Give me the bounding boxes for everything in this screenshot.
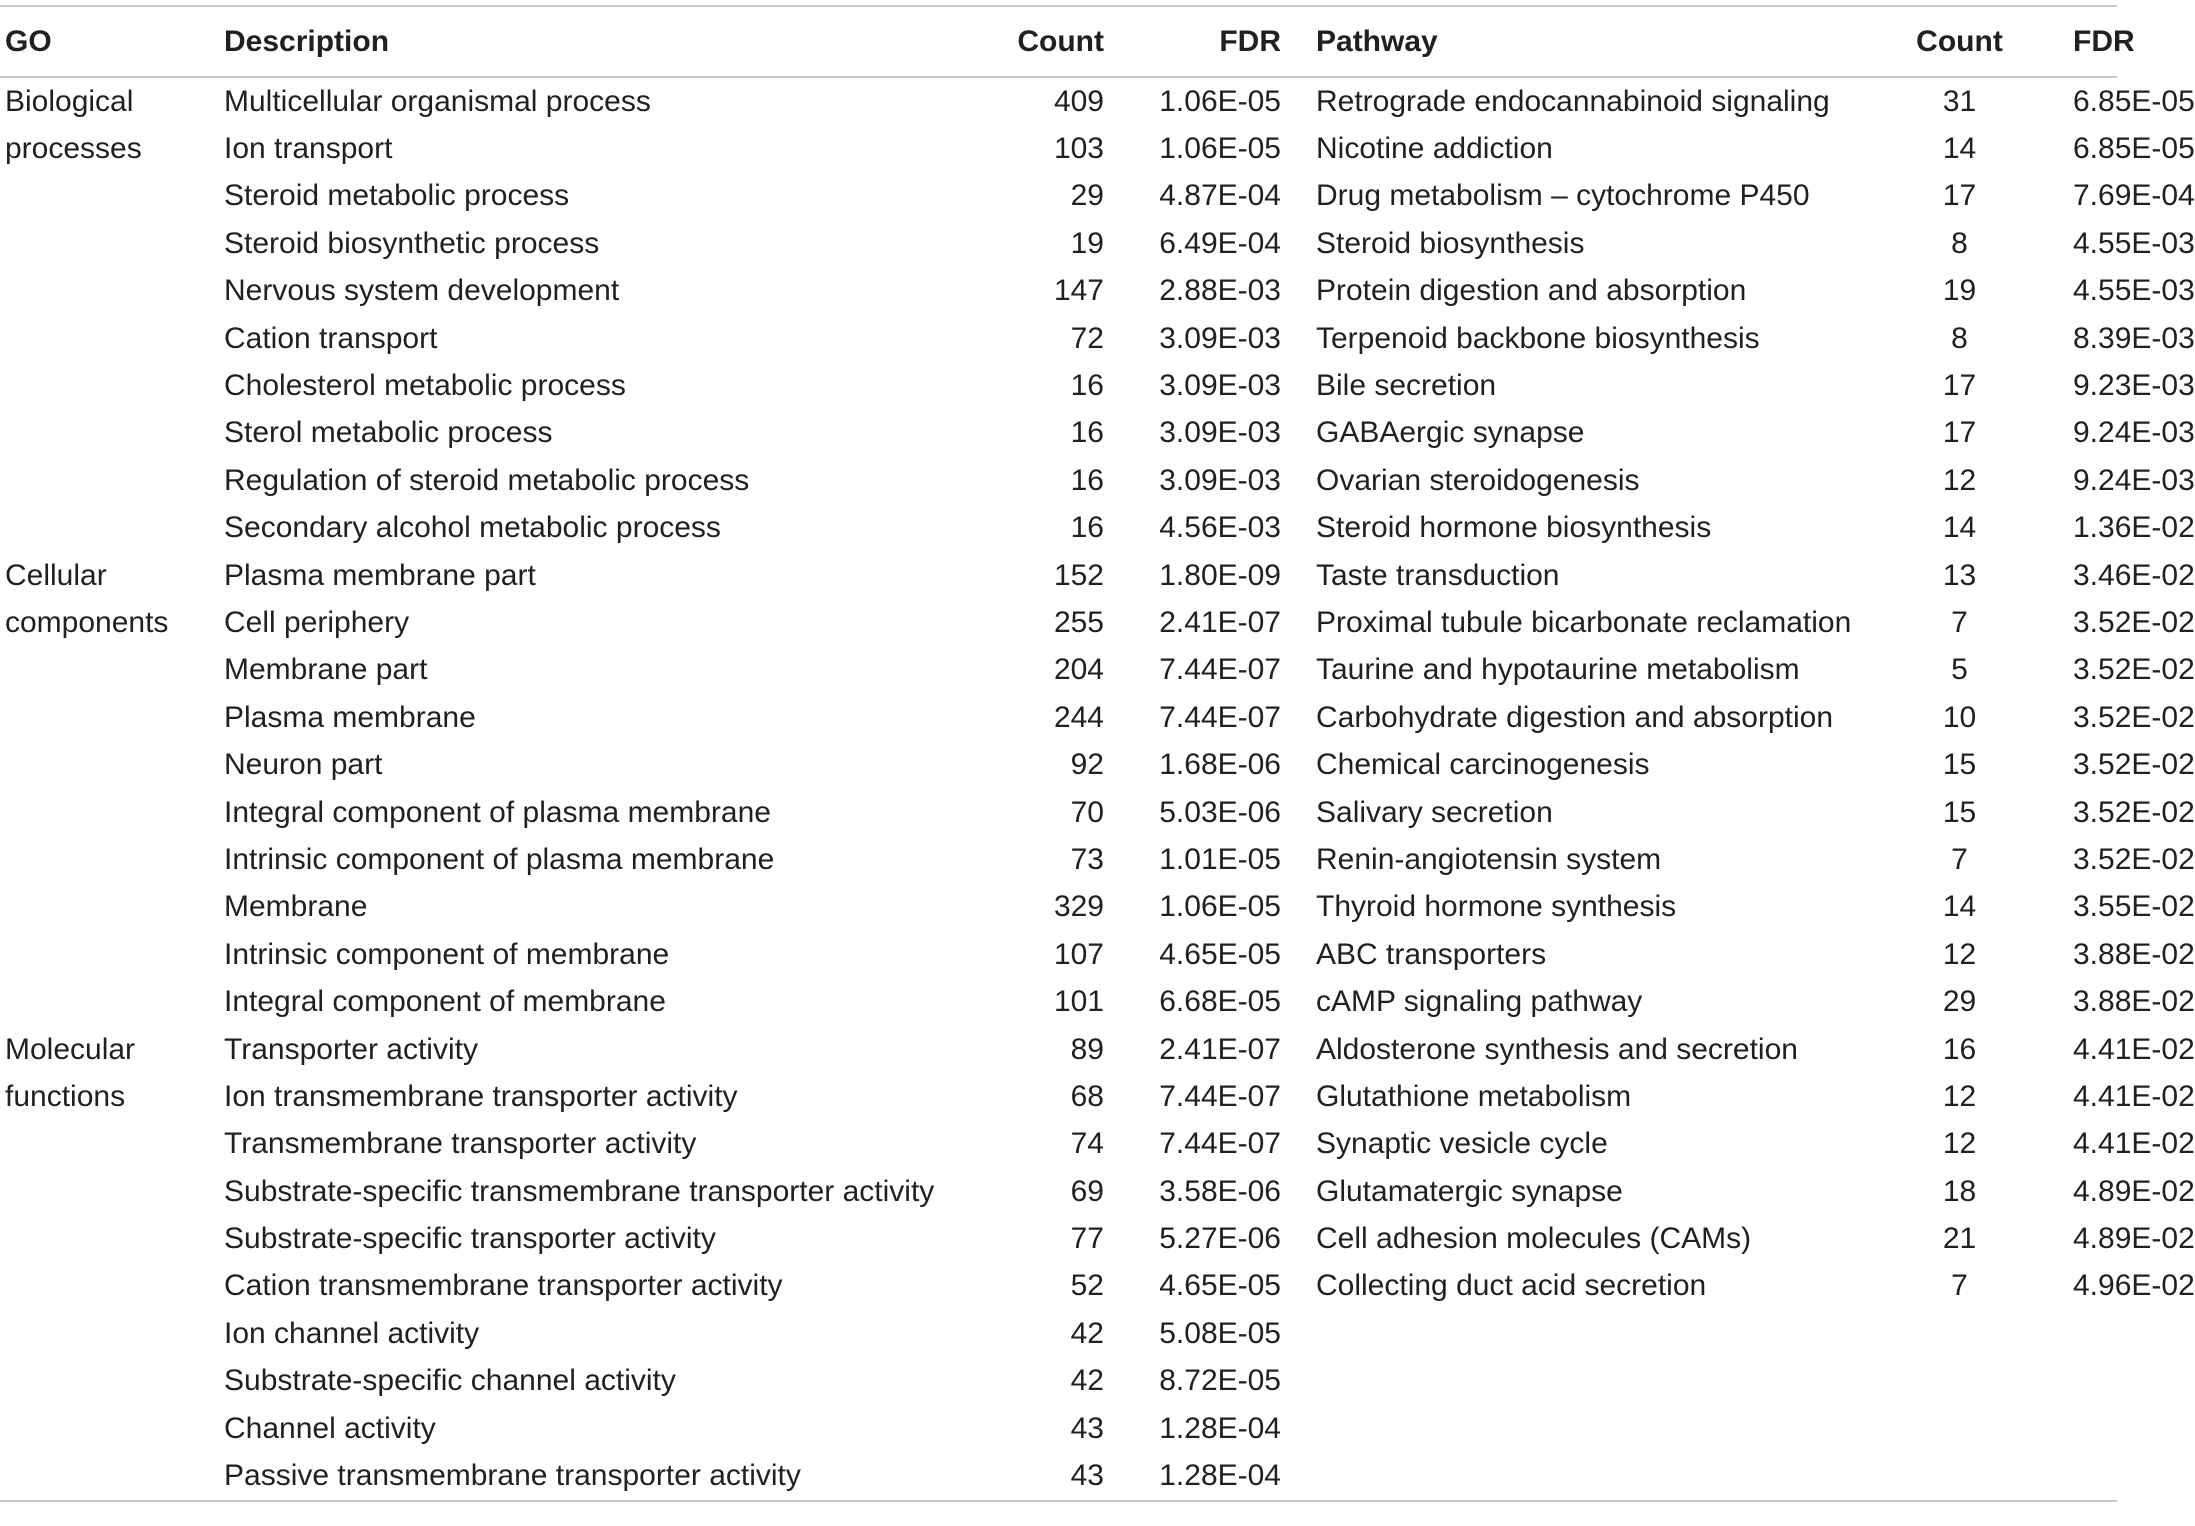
count-cell: 72 xyxy=(1070,321,1104,355)
pathway-fdr-cell xyxy=(2073,1310,2117,1357)
pathway-count-cell xyxy=(1846,1452,2073,1500)
count-cell: 244 xyxy=(1053,700,1104,734)
header-count: Count xyxy=(940,6,1104,77)
pathway-cell: Salivary secretion xyxy=(1316,795,1553,829)
pathway-fdr-cell: 3.52E-02 xyxy=(2073,748,2195,782)
pathway-count-cell: 19 xyxy=(1942,274,1977,308)
table-row xyxy=(0,599,2117,646)
pathway-count-cell: 15 xyxy=(1942,795,1977,829)
table-row xyxy=(0,173,2117,220)
count-cell: 52 xyxy=(1070,1269,1104,1303)
pathway-fdr-cell: 9.23E-03 xyxy=(2073,369,2195,403)
pathway-count-cell: 14 xyxy=(1942,890,1977,924)
pathway-count-cell: 14 xyxy=(1942,511,1977,545)
pathway-cell: Steroid hormone biosynthesis xyxy=(1316,511,1712,545)
pathway-cell: Retrograde endocannabinoid signaling xyxy=(1316,84,1830,118)
table-row xyxy=(0,1358,2117,1405)
pathway-fdr-cell xyxy=(2073,1358,2117,1405)
table-row xyxy=(0,1215,2117,1262)
pathway-cell: ABC transporters xyxy=(1316,937,1547,971)
fdr-cell: 3.09E-03 xyxy=(1159,369,1281,403)
count-cell: 73 xyxy=(1070,842,1104,876)
pathway-cell: Aldosterone synthesis and secretion xyxy=(1316,1032,1798,1066)
fdr-cell: 7.44E-07 xyxy=(1159,700,1281,734)
count-cell: 43 xyxy=(940,1452,1104,1500)
count-cell: 103 xyxy=(1053,132,1104,166)
fdr-cell: 4.56E-03 xyxy=(1159,511,1281,545)
fdr-cell: 2.41E-07 xyxy=(1159,605,1281,639)
go-category-cell xyxy=(0,836,224,883)
count-cell: 74 xyxy=(1070,1127,1104,1161)
pathway-count-cell: 21 xyxy=(1942,1222,1977,1256)
table-row xyxy=(0,884,2117,931)
pathway-fdr-cell: 4.55E-03 xyxy=(2073,226,2195,260)
fdr-cell: 1.06E-05 xyxy=(1159,890,1281,924)
count-cell: 101 xyxy=(1053,985,1104,1019)
pathway-count-cell xyxy=(1846,1405,2073,1452)
go-category-cell xyxy=(0,362,224,409)
go-category-cell xyxy=(0,884,224,931)
table-row xyxy=(0,836,2117,883)
count-cell: 16 xyxy=(1070,511,1104,545)
pathway-fdr-cell: 3.55E-02 xyxy=(2073,890,2195,924)
pathway-fdr-cell: 6.85E-05 xyxy=(2073,84,2195,118)
pathway-cell xyxy=(1281,1310,1846,1357)
go-category-cell xyxy=(0,410,224,457)
pathway-cell: Carbohydrate digestion and absorption xyxy=(1316,700,1834,734)
pathway-cell: Nicotine addiction xyxy=(1316,132,1553,166)
count-cell: 16 xyxy=(1070,416,1104,450)
description-cell: Integral component of plasma membrane xyxy=(224,795,771,829)
go-category-cell xyxy=(0,1215,224,1262)
table-row xyxy=(0,77,2117,125)
description-cell: Transporter activity xyxy=(224,1032,478,1066)
table-row xyxy=(0,694,2117,741)
fdr-cell: 6.49E-04 xyxy=(1159,226,1281,260)
count-cell: 77 xyxy=(1070,1222,1104,1256)
pathway-count-cell: 12 xyxy=(1942,1079,1977,1113)
description-cell: Channel activity xyxy=(224,1411,436,1445)
pathway-cell: Collecting duct acid secretion xyxy=(1316,1269,1707,1303)
go-category-cell: components xyxy=(5,605,169,639)
pathway-cell: Renin-angiotensin system xyxy=(1316,842,1662,876)
fdr-cell: 5.27E-06 xyxy=(1159,1222,1281,1256)
pathway-fdr-cell: 4.89E-02 xyxy=(2073,1174,2195,1208)
pathway-count-cell: 17 xyxy=(1942,416,1977,450)
pathway-cell: Taste transduction xyxy=(1316,558,1560,592)
go-category-cell: functions xyxy=(5,1079,126,1113)
table-row xyxy=(0,1168,2117,1215)
pathway-count-cell xyxy=(1846,1358,2073,1405)
fdr-cell: 2.41E-07 xyxy=(1159,1032,1281,1066)
pathway-cell xyxy=(1281,1452,1846,1500)
fdr-cell: 3.09E-03 xyxy=(1159,321,1281,355)
description-cell: Sterol metabolic process xyxy=(224,416,553,450)
fdr-cell: 3.09E-03 xyxy=(1159,463,1281,497)
count-cell: 68 xyxy=(1070,1079,1104,1113)
table-row xyxy=(0,741,2117,788)
header-row xyxy=(0,6,2117,77)
go-pathway-enrichment-table xyxy=(0,5,2195,1502)
count-cell: 29 xyxy=(1070,179,1104,213)
go-category-cell xyxy=(0,220,224,267)
count-cell: 92 xyxy=(1070,748,1104,782)
go-category-cell xyxy=(0,1121,224,1168)
pathway-count-cell: 15 xyxy=(1942,748,1977,782)
pathway-fdr-cell xyxy=(2073,1405,2117,1452)
pathway-fdr-cell: 9.24E-03 xyxy=(2073,463,2195,497)
fdr-cell: 3.58E-06 xyxy=(1159,1174,1281,1208)
pathway-cell xyxy=(1281,1405,1846,1452)
description-cell: Substrate-specific transmembrane transporter activity xyxy=(224,1174,935,1208)
go-category-cell xyxy=(0,1358,224,1405)
fdr-cell: 6.68E-05 xyxy=(1159,985,1281,1019)
pathway-cell: Synaptic vesicle cycle xyxy=(1316,1127,1608,1161)
fdr-cell: 1.28E-04 xyxy=(1159,1411,1281,1445)
go-category-cell xyxy=(0,1452,224,1500)
description-cell: Transmembrane transporter activity xyxy=(224,1127,697,1161)
pathway-cell xyxy=(1281,1358,1846,1405)
table-row xyxy=(0,1405,2117,1452)
description-cell: Ion channel activity xyxy=(224,1316,480,1350)
pathway-cell: Protein digestion and absorption xyxy=(1316,274,1747,308)
pathway-cell: GABAergic synapse xyxy=(1316,416,1585,450)
pathway-fdr-cell: 3.46E-02 xyxy=(2073,558,2195,592)
count-cell: 147 xyxy=(1053,274,1104,308)
pathway-count-cell: 7 xyxy=(1951,842,1968,876)
go-category-cell xyxy=(0,1168,224,1215)
count-cell: 16 xyxy=(1070,369,1104,403)
pathway-fdr-cell: 3.52E-02 xyxy=(2073,653,2195,687)
count-cell: 69 xyxy=(1070,1174,1104,1208)
pathway-count-cell: 10 xyxy=(1942,700,1977,734)
pathway-count-cell: 7 xyxy=(1951,605,1968,639)
description-cell: Ion transport xyxy=(224,132,393,166)
go-category-cell xyxy=(0,268,224,315)
description-cell: Plasma membrane xyxy=(224,700,476,734)
pathway-fdr-cell: 8.39E-03 xyxy=(2073,321,2195,355)
table-row xyxy=(0,1073,2117,1120)
fdr-cell: 3.09E-03 xyxy=(1159,416,1281,450)
pathway-count-cell: 12 xyxy=(1942,463,1977,497)
description-cell: Membrane part xyxy=(224,653,428,687)
count-cell: 329 xyxy=(1053,890,1104,924)
pathway-cell: Glutathione metabolism xyxy=(1316,1079,1632,1113)
pathway-fdr-cell: 1.36E-02 xyxy=(2073,511,2195,545)
pathway-count-cell: 29 xyxy=(1942,985,1977,1019)
pathway-cell: Steroid biosynthesis xyxy=(1316,226,1585,260)
pathway-cell: Bile secretion xyxy=(1316,369,1497,403)
table-row xyxy=(0,1026,2117,1073)
go-category-cell xyxy=(0,315,224,362)
count-cell: 89 xyxy=(1070,1032,1104,1066)
count-cell: 409 xyxy=(1053,84,1104,118)
table-row xyxy=(0,931,2117,978)
table-row xyxy=(0,647,2117,694)
description-cell: Multicellular organismal process xyxy=(224,84,651,118)
pathway-fdr-cell: 3.88E-02 xyxy=(2073,937,2195,971)
pathway-fdr-cell: 9.24E-03 xyxy=(2073,416,2195,450)
fdr-cell: 1.28E-04 xyxy=(1104,1452,1281,1500)
pathway-count-cell xyxy=(1846,1310,2073,1357)
pathway-cell: Proximal tubule bicarbonate reclamation xyxy=(1316,605,1852,639)
go-category-cell: processes xyxy=(5,132,142,166)
description-cell: Cation transmembrane transporter activity xyxy=(224,1269,783,1303)
count-cell: 19 xyxy=(1070,226,1104,260)
fdr-cell: 5.03E-06 xyxy=(1159,795,1281,829)
description-cell: Passive transmembrane transporter activity xyxy=(224,1452,940,1500)
go-category-cell xyxy=(0,931,224,978)
pathway-cell: Glutamatergic synapse xyxy=(1316,1174,1623,1208)
pathway-count-cell: 14 xyxy=(1942,132,1977,166)
header-pathway: Pathway xyxy=(1281,6,1846,77)
pathway-cell: Chemical carcinogenesis xyxy=(1316,748,1650,782)
pathway-fdr-cell: 4.41E-02 xyxy=(2073,1079,2195,1113)
go-category-cell xyxy=(0,173,224,220)
description-cell: Cation transport xyxy=(224,321,438,355)
pathway-fdr-cell: 4.89E-02 xyxy=(2073,1222,2195,1256)
table-row xyxy=(0,457,2117,504)
fdr-cell: 1.06E-05 xyxy=(1159,132,1281,166)
pathway-fdr-cell: 4.96E-02 xyxy=(2073,1269,2195,1303)
pathway-fdr-cell: 4.55E-03 xyxy=(2073,274,2195,308)
go-category-cell xyxy=(0,741,224,788)
fdr-cell: 1.68E-06 xyxy=(1159,748,1281,782)
pathway-cell: Taurine and hypotaurine metabolism xyxy=(1316,653,1800,687)
table-header xyxy=(0,6,2135,77)
fdr-cell: 1.01E-05 xyxy=(1159,842,1281,876)
pathway-count-cell: 31 xyxy=(1942,84,1977,118)
fdr-cell: 7.44E-07 xyxy=(1159,1079,1281,1113)
description-cell: Ion transmembrane transporter activity xyxy=(224,1079,738,1113)
count-cell: 16 xyxy=(1070,463,1104,497)
go-category-cell: Biological xyxy=(5,84,134,118)
header-go: GO xyxy=(0,6,224,77)
table-row xyxy=(0,125,2117,172)
table-row xyxy=(0,315,2117,362)
description-cell: Intrinsic component of membrane xyxy=(224,937,670,971)
header-fdr: FDR xyxy=(1104,6,1281,77)
description-cell: Cholesterol metabolic process xyxy=(224,369,626,403)
fdr-cell: 1.06E-05 xyxy=(1159,84,1281,118)
pathway-fdr-cell: 7.69E-04 xyxy=(2073,179,2195,213)
pathway-fdr-cell: 6.85E-05 xyxy=(2073,132,2195,166)
description-cell: Membrane xyxy=(224,890,368,924)
pathway-cell: Ovarian steroidogenesis xyxy=(1316,463,1640,497)
go-category-cell xyxy=(0,647,224,694)
description-cell: Secondary alcohol metabolic process xyxy=(224,511,721,545)
go-category-cell xyxy=(0,789,224,836)
go-category-cell xyxy=(0,978,224,1025)
go-category-cell xyxy=(0,457,224,504)
go-category-cell xyxy=(0,1263,224,1310)
description-cell: Neuron part xyxy=(224,748,383,782)
table-row xyxy=(0,1121,2117,1168)
table-body xyxy=(0,77,2195,1501)
fdr-cell: 1.80E-09 xyxy=(1159,558,1281,592)
fdr-cell: 4.65E-05 xyxy=(1159,1269,1281,1303)
header-description: Description xyxy=(224,6,940,77)
description-cell: Regulation of steroid metabolic process xyxy=(224,463,750,497)
pathway-fdr-cell: 3.88E-02 xyxy=(2073,985,2195,1019)
description-cell: Cell periphery xyxy=(224,605,410,639)
header-pathway-count: Count xyxy=(1846,6,2073,77)
description-cell: Integral component of membrane xyxy=(224,985,666,1019)
pathway-cell: Cell adhesion molecules (CAMs) xyxy=(1316,1222,1752,1256)
go-category-cell xyxy=(0,505,224,552)
description-cell: Intrinsic component of plasma membrane xyxy=(224,842,775,876)
description-cell: Steroid metabolic process xyxy=(224,179,570,213)
pathway-cell: Thyroid hormone synthesis xyxy=(1316,890,1677,924)
go-category-cell xyxy=(0,1405,224,1452)
description-cell: Steroid biosynthetic process xyxy=(224,226,600,260)
pathway-fdr-cell xyxy=(2073,1452,2117,1500)
pathway-count-cell: 7 xyxy=(1951,1269,1968,1303)
table-row xyxy=(0,362,2117,409)
count-cell: 42 xyxy=(1070,1364,1104,1398)
fdr-cell: 7.44E-07 xyxy=(1159,1127,1281,1161)
pathway-fdr-cell: 3.52E-02 xyxy=(2073,700,2195,734)
pathway-cell: cAMP signaling pathway xyxy=(1316,985,1643,1019)
count-cell: 204 xyxy=(1053,653,1104,687)
pathway-count-cell: 8 xyxy=(1951,321,1968,355)
pathway-cell: Terpenoid backbone biosynthesis xyxy=(1316,321,1760,355)
table-row xyxy=(0,1310,2117,1357)
pathway-count-cell: 17 xyxy=(1942,179,1977,213)
go-category-cell xyxy=(0,1310,224,1357)
count-cell: 107 xyxy=(1053,937,1104,971)
table-row xyxy=(0,789,2117,836)
pathway-count-cell: 8 xyxy=(1951,226,1968,260)
table-row xyxy=(0,552,2117,599)
description-cell: Substrate-specific channel activity xyxy=(224,1364,676,1398)
description-cell: Substrate-specific transporter activity xyxy=(224,1222,716,1256)
fdr-cell: 8.72E-05 xyxy=(1159,1364,1281,1398)
fdr-cell: 7.44E-07 xyxy=(1159,653,1281,687)
pathway-count-cell: 16 xyxy=(1942,1032,1977,1066)
table-row xyxy=(0,1263,2117,1310)
pathway-fdr-cell: 3.52E-02 xyxy=(2073,842,2195,876)
pathway-count-cell: 12 xyxy=(1942,937,1977,971)
pathway-cell: Drug metabolism – cytochrome P450 xyxy=(1316,179,1810,213)
pathway-count-cell: 17 xyxy=(1942,369,1977,403)
count-cell: 255 xyxy=(1053,605,1104,639)
table-row xyxy=(0,978,2117,1025)
pathway-fdr-cell: 4.41E-02 xyxy=(2073,1127,2195,1161)
pathway-count-cell: 5 xyxy=(1951,653,1968,687)
count-cell: 42 xyxy=(1070,1316,1104,1350)
pathway-count-cell: 13 xyxy=(1942,558,1977,592)
fdr-cell: 5.08E-05 xyxy=(1159,1316,1281,1350)
table-row xyxy=(0,220,2117,267)
fdr-cell: 2.88E-03 xyxy=(1159,274,1281,308)
count-cell: 152 xyxy=(1053,558,1104,592)
pathway-count-cell: 12 xyxy=(1942,1127,1977,1161)
go-category-cell: Cellular xyxy=(5,558,107,592)
pathway-fdr-cell: 3.52E-02 xyxy=(2073,795,2195,829)
header-pathway-fdr: FDR xyxy=(2073,6,2117,77)
description-cell: Nervous system development xyxy=(224,274,620,308)
table-row xyxy=(0,268,2117,315)
table-row xyxy=(0,505,2117,552)
pathway-fdr-cell: 3.52E-02 xyxy=(2073,605,2195,639)
description-cell: Plasma membrane part xyxy=(224,558,536,592)
fdr-cell: 4.87E-04 xyxy=(1159,179,1281,213)
pathway-count-cell: 18 xyxy=(1942,1174,1977,1208)
go-category-cell: Molecular xyxy=(5,1032,136,1066)
count-cell: 43 xyxy=(1070,1411,1104,1445)
table-row xyxy=(0,1452,2117,1500)
table-row xyxy=(0,410,2117,457)
go-category-cell xyxy=(0,694,224,741)
pathway-fdr-cell: 4.41E-02 xyxy=(2073,1032,2195,1066)
count-cell: 70 xyxy=(1070,795,1104,829)
fdr-cell: 4.65E-05 xyxy=(1159,937,1281,971)
